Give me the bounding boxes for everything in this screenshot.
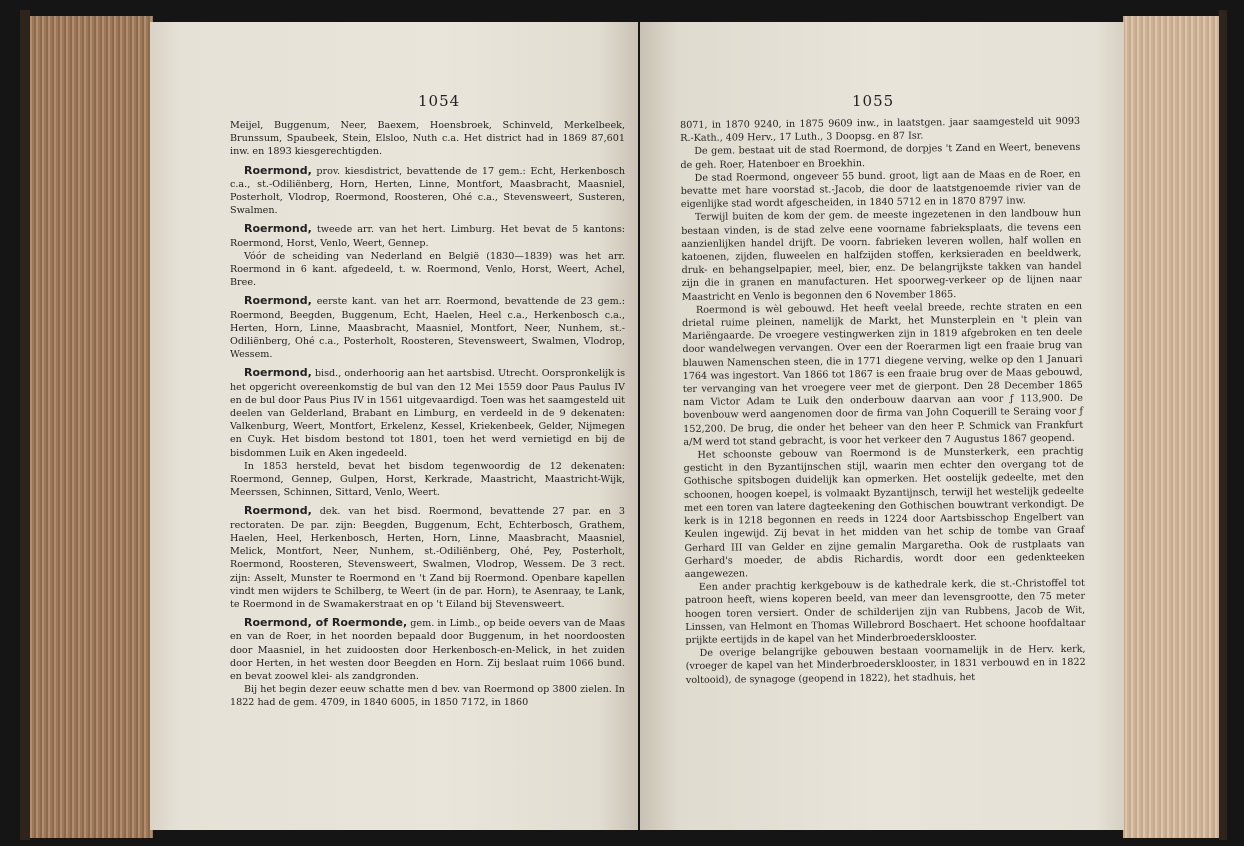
entry-kiesdistrict [230, 164, 625, 218]
right-paragraph: De gem. bestaat uit de stad Roermond, de dorpjes 't Zand en Weert, benevens de geh. Roer, Hatenboer en Broekhin. [680, 142, 1081, 171]
right-paragraph: Terwijl buiten de kom der gem. de meeste ingezetenen in den landbouw hun bestaan vinden, is de stad zelve eene voorname fabrieksplaats, die tevens een aanzienlijken handel drijft. De voorn. fabrieken leveren wollen, half wollen en katoenen, zijden, fluweelen en halfzijden stoffen, kerksieraden en beeldwerk, druk- en behangselpapier, meel, bier, enz. De belangrijkste takken van handel zijn die in granen en manufacturen. Het spoorweg-verkeer op de lijnen naar Maastricht en Venlo is begonnen den 6 November 1865. [681, 208, 1082, 303]
entry-dekenaat [230, 504, 625, 611]
right-paragraph: Het schoonste gebouw van Roermond is de Munsterkerk, een prachtig gesticht in den Byzantijnschen stijl, waarin men echter den overgang tot de Gothische spitsbogen duidelijk kan opmerken. Het oostelijk gedeelte, met den schoonen, hoogen koepel, is volmaakt Byzantijnsch, terwijl het westelijk gedeelte met een toren van latere dagteekening den Gothischen bouwtrant verkondigt. De kerk is in 1218 begonnen en reeds in 1224 door Aartsbisschop Engelbert van Keulen ingewijd. Zij bevat in het midden van het schip de tombe van Graaf Gerhard III van Gelder en zijne gemalin Margaretha. Ook de rustplaats van Gerhard's moeder, de abdis Richardis, wordt door een gedenkteeken aangewezen. [683, 445, 1085, 580]
right-text-column [680, 115, 1086, 687]
left-text-column [230, 119, 625, 710]
left-page-edges [28, 16, 153, 838]
right-paragraph: De overige belangrijke gebouwen bestaan voornamelijk in de Herv. kerk, (vroeger de kapel van het Minderbroedersklooster, in 1831 verbouwd en in 1822 voltooid), de synagoge (geopend in 1822), het stadhuis, het [685, 643, 1086, 686]
entry-paragraph: Vóór de scheiding van Nederland en België (1830—1839) was het arr. Roermond in 6 kant. afgedeeld, t. w. Roermond, Venlo, Horst, Weert, Achel, Bree. [230, 250, 625, 289]
page-number-left: 1054 [418, 92, 461, 110]
entry-text: gem. in Limb., op beide oevers van de Maas en van de Roer, in het noorden bepaald door Buggenum, in het noordoosten door Maasniel, in het zuidoosten door Herkenbosch-en-Melick, in het zuiden door Herten, in het westen door Beegden en Horn. Zij beslaat ruim 1066 bund. en bevat zoowel klei- als zandgronden. [230, 618, 626, 682]
entry-paragraph: Bij het begin dezer eeuw schatte men d bev. van Roermond op 3800 zielen. In 1822 had de gem. 4709, in 1840 6005, in 1850 7172, in 1860 [230, 684, 625, 709]
right-paragraph: 8071, in 1870 9240, in 1875 9609 inw., in laatstgen. jaar saamgesteld uit 9093 R.-Kath., 409 Herv., 17 Luth., 3 Doopsg. en 87 Isr. [680, 115, 1081, 145]
right-page [640, 22, 1124, 830]
right-paragraph: Een ander prachtig kerkgebouw is de kathedrale kerk, die st.-Christoffel tot patroon heeft, wiens koperen beeld, van meer dan levensgrootte, den 75 meter hoogen toren versiert. Onder de schilderijen zijn van Rubbens, Jacob de Wit, Linssen, van Helmont en Thomas Willebrord Boschaert. Het schoone hoofdaltaar prijkte eertijds in de kapel van het Minderbroedersklooster. [684, 577, 1086, 646]
entry-paragraph: In 1853 hersteld, bevat het bisdom tegenwoordig de 12 dekenaten: Roermond, Gennep, Gulpen, Horst, Kerkrade, Maastricht, Maastricht-Wijk, Meerssen, Schinnen, Sittard, Venlo, Weert. [230, 460, 625, 499]
page-number-right: 1055 [852, 92, 895, 110]
right-board [1219, 10, 1227, 840]
entry-heading: Roermond, of Roermonde, [244, 616, 408, 630]
entry-heading: Roermond, [244, 366, 312, 380]
left-page [150, 22, 638, 830]
entry-text: bisd., onderhoorig aan het aartsbisd. Utrecht. Oorspronkelijk is het opgericht overeenkomstig de bul van den 12 Mei 1559 door Paus Paulus IV en de bul door Paus Pius IV in 1561 uitgevaardigd. Toen was het saamgesteld uit deelen van Gelderland, Brabant en Limburg, en verdeeld in de 9 dekenaten: Valkenburg, Weert, Montfort, Erkelenz, Kessel, Kriekenbeek, Gelder, Nijmegen en Cuyk. Het bisdom bestond tot 1801, toen het werd vernietigd en bij de bisdommen Luik en Aken ingedeeld. [230, 368, 625, 459]
entry-arrondissement [230, 222, 625, 249]
right-paragraph: Roermond is wèl gebouwd. Het heeft veelal breede, rechte straten en een drietal ruime pleinen, namelijk de Markt, het Munsterplein en 't plein van Mariëngaarde. De vroegere vestingwerken zijn in 1819 afgebroken en ten deele door wandelwegen vervangen. Over een der Roerarmen ligt een fraaie brug van blauwen Namenschen steen, die in 1771 diegene verving, welke op den 1 Januari 1764 was ingestort. Van 1866 tot 1867 is een fraaie brug over de Maas gebouwd, ter vervanging van het vroegere veer met de gierpont. Den 28 December 1865 nam Victor Adam te Luik den onderbouw daarvan aan voor ƒ 113,900. De bovenbouw werd aangenomen door de firma van John Coquerill te Seraing voor ƒ 152,200. De brug, die onder het beheer van den heer P. Schmick van Frankfurt a/M werd tot stand gebracht, is voor het verkeer den 7 Augustus 1867 geopend. [682, 300, 1084, 448]
entry-text: eerste kant. van het arr. Roermond, bevattende de 23 gem.: Roermond, Beegden, Buggenum, Echt, Haelen, Heel c.a., Herkenbosch c.a., Herten, Horn, Linne, Maasbracht, Maasniel, Montfort, Neer, Nunhem, st.-Odiliënberg, Ohé c.a., Posterholt, Roosteren, Stevensweert, Swalmen, Vlodrop, Wessem. [230, 296, 625, 361]
entry-heading: Roermond, [244, 294, 312, 308]
left-board [20, 10, 30, 840]
entry-text: dek. van het bisd. Roermond, bevattende 27 par. en 3 rectoraten. De par. zijn: Beegden, Buggenum, Echt, Echterbosch, Grathem, Haelen, Heel, Herkenbosch, Herten, Horn, Linne, Maasbracht, Maasniel, Melick, Montfort, Neer, Nunhem, st.-Odiliënberg, Ohé, Pey, Posterholt, Roermond, Roosteren, Stevensweert, Swalmen, Vlodrop, Wessem. De 3 rect. zijn: Asselt, Munster te Roermond en 't Zand bij Roermond. Openbare kapellen vindt men wijders te Schilberg, te Weert (in de par. Horn), te Asenraay, te Lank, te Roermond in de Swamakerstraat en op 't Eiland bij Stevensweert. [230, 506, 625, 610]
entry-heading: Roermond, [244, 163, 312, 177]
entry-bisdom [230, 366, 625, 459]
entry-text: tweede arr. van het hert. Limburg. Het bevat de 5 kantons: Roermond, Horst, Venlo, Weert, Gennep. [230, 224, 625, 249]
entry-kanton [230, 294, 625, 361]
entry-gemeente [230, 616, 625, 683]
left-intro: Meijel, Buggenum, Neer, Baexem, Hoensbroek, Schinveld, Merkelbeek, Brunssum, Spaubeek, Stein, Elsloo, Nuth c.a. Het district had in 1869 87,601 inw. en 1893 kiesgerechtigden. [230, 120, 625, 158]
entry-text: prov. kiesdistrict, bevattende de 17 gem.: Echt, Herkenbosch c.a., st.-Odiliënberg, Horn, Herten, Linne, Montfort, Maasbracht, Maasniel, Posterholt, Vlodrop, Roermond, Roosteren, Ohé c.a., Stevensweert, Susteren, Swalmen. [230, 165, 625, 217]
entry-heading: Roermond, [244, 504, 312, 518]
right-paragraph: De stad Roermond, ongeveer 55 bund. groot, ligt aan de Maas en de Roer, en bevatte met hare voorstad st.-Jacob, die door de laatstgenoemde rivier van de eigenlijke stad wordt afgescheiden, in 1840 5712 en in 1870 8797 inw. [680, 168, 1081, 211]
right-page-edges [1123, 16, 1219, 838]
entry-heading: Roermond, [244, 222, 312, 236]
